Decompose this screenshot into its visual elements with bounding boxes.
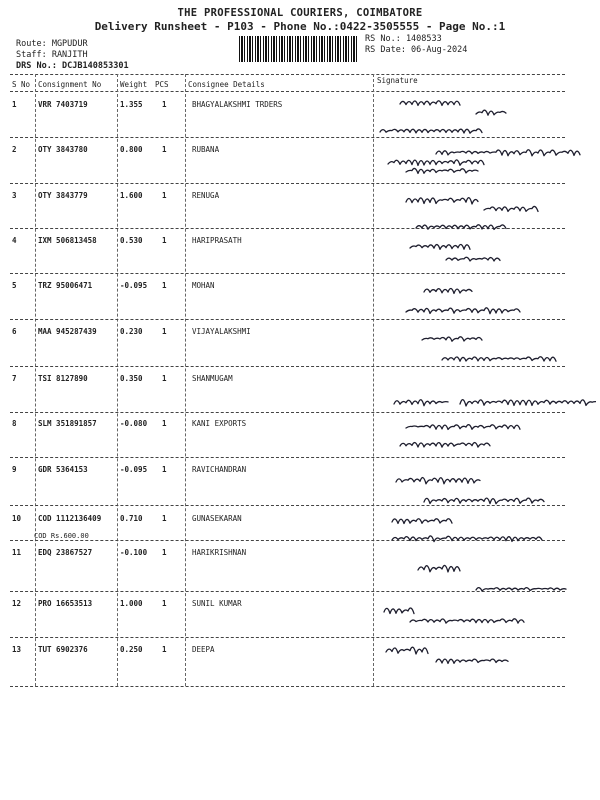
row-consignment-no: VRR 7403719 <box>38 100 88 109</box>
row-consignment-no: GDR 5364153 <box>38 465 88 474</box>
row-sno: 9 <box>12 465 17 474</box>
row-weight: 0.230 <box>120 327 143 336</box>
row-consignee: HARIPRASATH <box>192 236 242 245</box>
row-consignee: HARIKRISHNAN <box>192 548 247 557</box>
row-pcs: 1 <box>162 281 167 290</box>
row-consignee: RUBANA <box>192 145 220 154</box>
signature-handwriting <box>422 337 556 361</box>
row-pcs: 1 <box>162 465 167 474</box>
row-pcs: 1 <box>162 327 167 336</box>
col-header-sno: S No <box>12 80 31 89</box>
row-consignee: DEEPA <box>192 645 215 654</box>
signature-handwriting <box>406 289 520 314</box>
row-weight: 0.350 <box>120 374 143 383</box>
signature-handwriting <box>392 519 542 542</box>
row-pcs: 1 <box>162 145 167 154</box>
row-pcs: 1 <box>162 419 167 428</box>
row-sno: 2 <box>12 145 17 154</box>
row-consignee: KANI EXPORTS <box>192 419 247 428</box>
row-sno: 7 <box>12 374 17 383</box>
signature-handwriting <box>388 150 580 174</box>
rs-number: RS No.: 1408533 <box>365 34 442 44</box>
row-rule <box>10 686 565 687</box>
column-divider <box>373 74 374 686</box>
row-consignment-no: OTY 3843780 <box>38 145 88 154</box>
signature-handwriting <box>410 244 500 261</box>
row-pcs: 1 <box>162 374 167 383</box>
row-weight: 1.000 <box>120 599 143 608</box>
signature-handwriting <box>394 400 596 406</box>
row-pcs: 1 <box>162 236 167 245</box>
row-consignee: SUNIL KUMAR <box>192 599 242 608</box>
row-pcs: 1 <box>162 548 167 557</box>
row-weight: 0.800 <box>120 145 143 154</box>
row-consignment-no: OTY 3843779 <box>38 191 88 200</box>
row-weight: -0.100 <box>120 548 148 557</box>
route-label: Route: MGPUDUR <box>16 39 88 49</box>
row-consignment-no: COD 1112136409 <box>38 514 102 523</box>
runsheet-subtitle: Delivery Runsheet - P103 - Phone No.:0422-3505555 - Page No.:1 <box>94 20 506 33</box>
row-weight: -0.080 <box>120 419 148 428</box>
row-consignee: VIJAYALAKSHMI <box>192 327 251 336</box>
signature-handwriting <box>380 101 506 133</box>
rs-date: RS Date: 06-Aug-2024 <box>365 45 468 55</box>
row-consignment-no: TSI 8127890 <box>38 374 88 383</box>
row-pcs: 1 <box>162 191 167 200</box>
column-divider <box>185 74 186 686</box>
col-header-pcs: PCS <box>155 80 169 89</box>
signature-handwriting <box>386 647 508 663</box>
row-consignee: BHAGYALAKSHMI TRDERS <box>192 100 283 109</box>
row-sno: 5 <box>12 281 17 290</box>
row-sno: 11 <box>12 548 22 557</box>
row-pcs: 1 <box>162 514 167 523</box>
cod-amount-note: COD Rs.600.00 <box>34 532 89 540</box>
row-consignment-no: PRO 16653513 <box>38 599 93 608</box>
row-consignment-no: EDQ 23867527 <box>38 548 93 557</box>
row-sno: 13 <box>12 645 22 654</box>
col-header-consignment: Consignment No <box>38 80 102 89</box>
staff-label: Staff: RANJITH <box>16 50 88 60</box>
row-consignee: SHANMUGAM <box>192 374 233 383</box>
column-divider <box>35 74 36 686</box>
row-consignee: RENUGA <box>192 191 220 200</box>
row-pcs: 1 <box>162 645 167 654</box>
signature-handwriting <box>400 425 520 447</box>
row-consignment-no: SLM 351891857 <box>38 419 97 428</box>
signature-handwriting <box>418 565 566 590</box>
row-consignment-no: IXM 506813458 <box>38 236 97 245</box>
signature-handwriting <box>396 478 544 504</box>
signature-handwriting <box>406 198 538 230</box>
row-weight: 1.355 <box>120 100 143 109</box>
col-header-consignee: Consignee Details <box>188 80 265 89</box>
row-pcs: 1 <box>162 599 167 608</box>
row-sno: 6 <box>12 327 17 336</box>
row-weight: -0.095 <box>120 465 148 474</box>
col-header-signature: Signature <box>377 76 418 85</box>
col-header-weight: Weight <box>120 80 148 89</box>
company-title: THE PROFESSIONAL COURIERS, COIMBATORE <box>177 7 423 19</box>
row-pcs: 1 <box>162 100 167 109</box>
signature-column <box>376 74 596 686</box>
row-sno: 12 <box>12 599 22 608</box>
row-consignment-no: TRZ 95006471 <box>38 281 93 290</box>
row-weight: 0.250 <box>120 645 143 654</box>
row-sno: 10 <box>12 514 22 523</box>
row-weight: 0.710 <box>120 514 143 523</box>
row-weight: -0.095 <box>120 281 148 290</box>
row-sno: 4 <box>12 236 17 245</box>
row-weight: 1.600 <box>120 191 143 200</box>
row-consignee: MOHAN <box>192 281 215 290</box>
column-divider <box>117 74 118 686</box>
drs-number: DRS No.: DCJB140853301 <box>16 61 129 71</box>
row-consignee: RAVICHANDRAN <box>192 465 247 474</box>
row-sno: 3 <box>12 191 17 200</box>
row-sno: 8 <box>12 419 17 428</box>
row-consignment-no: TUT 6902376 <box>38 645 88 654</box>
barcode <box>239 36 359 62</box>
row-consignment-no: MAA 945287439 <box>38 327 97 336</box>
row-consignee: GUNASEKARAN <box>192 514 242 523</box>
signature-handwriting <box>384 608 524 623</box>
row-sno: 1 <box>12 100 17 109</box>
row-weight: 0.530 <box>120 236 143 245</box>
